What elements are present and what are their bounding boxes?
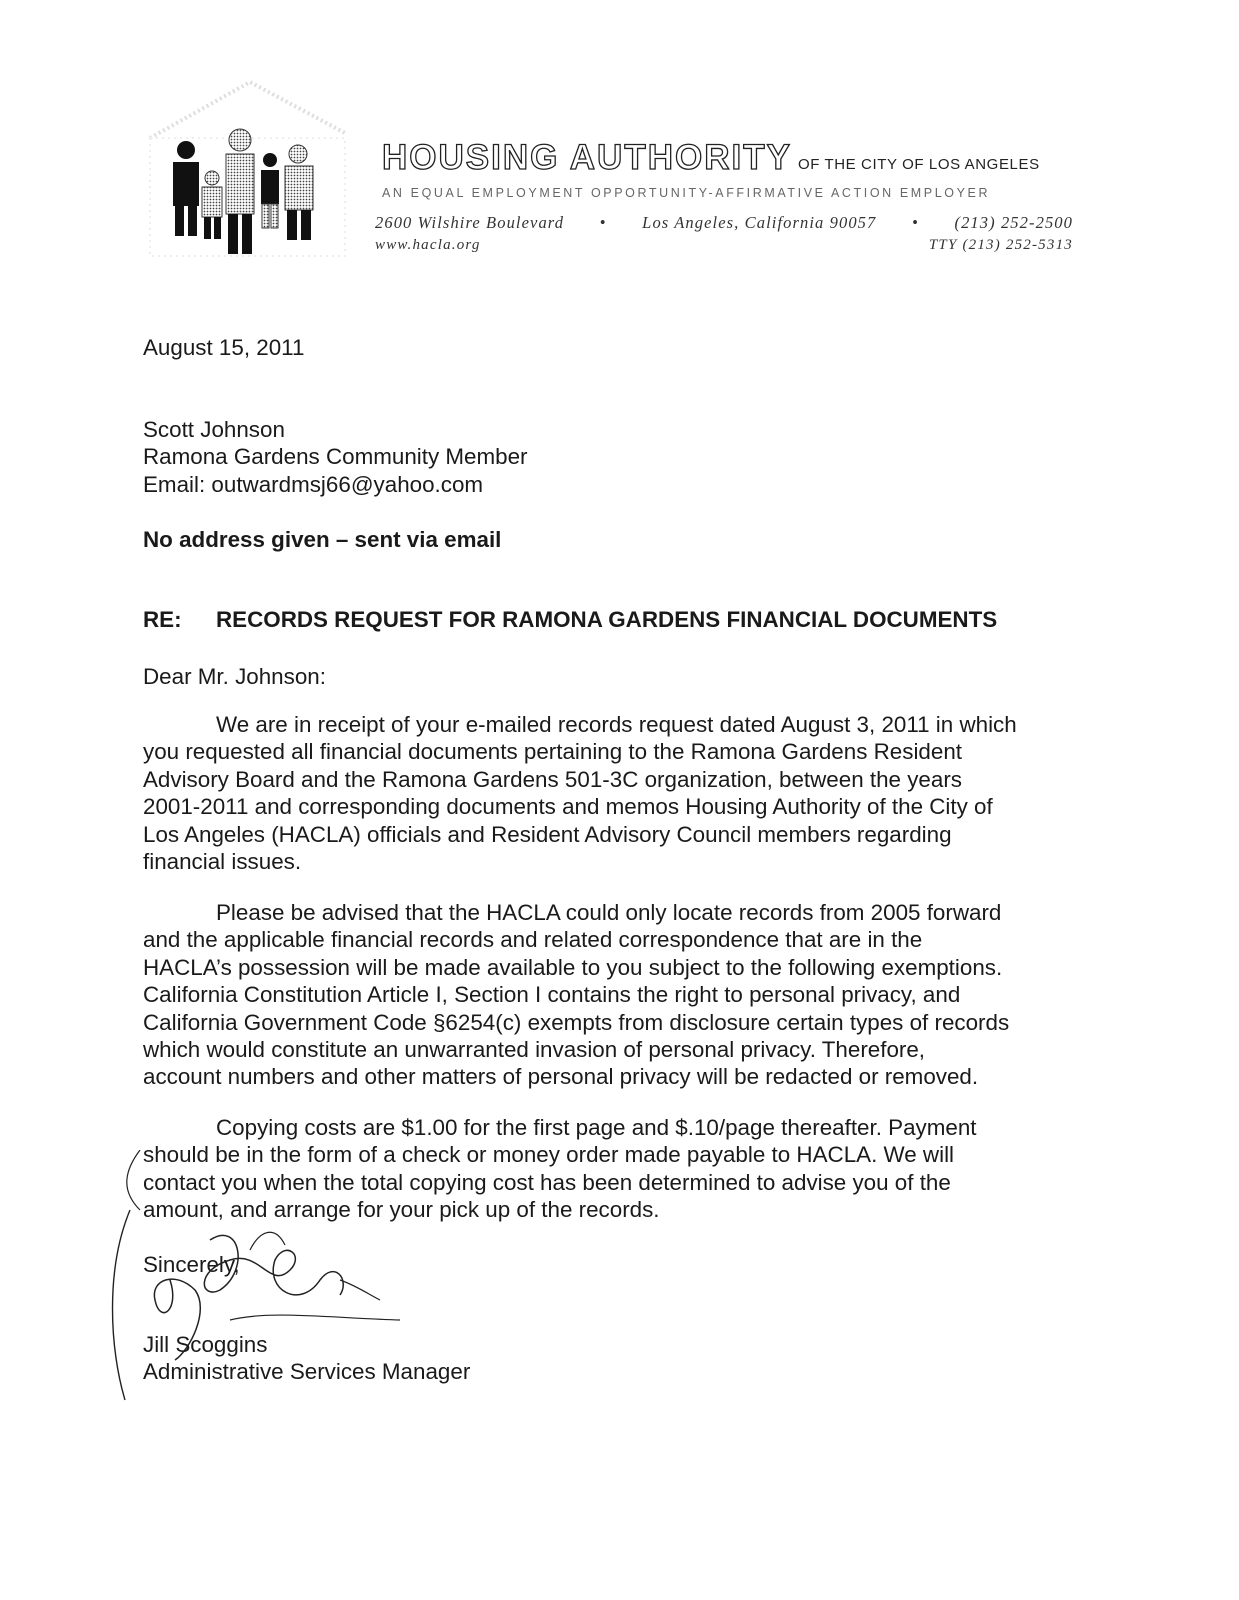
org-name: HOUSING AUTHORITY xyxy=(382,138,792,177)
paragraph-1 xyxy=(143,711,1083,875)
signer-name: Jill Scoggins xyxy=(143,1332,268,1357)
tty-number: TTY (213) 252-5313 xyxy=(928,237,1073,253)
paragraph-line: contact you when the total copying cost has been determined to advise you of the xyxy=(143,1169,951,1195)
bullet-separator: • xyxy=(911,213,919,232)
paragraph-line: 2001-2011 and corresponding documents and memos Housing Authority of the City of xyxy=(143,794,993,820)
salutation: Dear Mr. Johnson: xyxy=(143,664,326,689)
paragraph-line: and the applicable financial records and related correspondence that are in the xyxy=(143,927,923,953)
org-suffix: OF THE CITY OF LOS ANGELES xyxy=(797,156,1040,173)
bullet-separator: • xyxy=(599,213,607,232)
paragraph-line: you requested all financial documents pertaining to the Ramona Gardens Resident xyxy=(143,739,962,765)
phone-number: (213) 252-2500 xyxy=(954,213,1073,232)
closing: Sincerely, xyxy=(143,1252,240,1277)
paragraph-line: financial issues. xyxy=(143,849,302,875)
recipient-title: Ramona Gardens Community Member xyxy=(143,444,528,469)
letterhead-address-line xyxy=(375,213,1073,233)
recipient-email: Email: outwardmsj66@yahoo.com xyxy=(143,472,484,497)
letterhead-web-line xyxy=(375,237,1073,254)
letter-date: August 15, 2011 xyxy=(143,335,305,360)
paragraph-2 xyxy=(143,899,1083,1091)
subject-text: RECORDS REQUEST FOR RAMONA GARDENS FINANCIAL DOCUMENTS xyxy=(216,607,998,632)
paragraph-line: HACLA’s possession will be made available to you subject to the following exemptions. xyxy=(143,954,1003,980)
paragraph-line: California Government Code §6254(c) exempts from disclosure certain types of records xyxy=(143,1009,1010,1035)
family-logo-icon xyxy=(140,78,360,258)
employer-line: AN EQUAL EMPLOYMENT OPPORTUNITY-AFFIRMATIVE ACTION EMPLOYER xyxy=(382,186,991,200)
address-note: No address given – sent via email xyxy=(143,527,502,552)
paragraph-line: should be in the form of a check or money order made payable to HACLA. We will xyxy=(143,1142,955,1168)
signer-title: Administrative Services Manager xyxy=(143,1359,471,1384)
paragraph-line: Los Angeles (HACLA) officials and Resident Advisory Council members regarding xyxy=(143,821,952,847)
paragraph-line: amount, and arrange for your pick up of the records. xyxy=(143,1197,660,1223)
subject-label: RE: xyxy=(143,607,182,632)
paragraph-line: which would constitute an unwarranted invasion of personal privacy. Therefore, xyxy=(143,1037,926,1063)
paragraph-line: Please be advised that the HACLA could only locate records from 2005 forward xyxy=(216,900,1002,925)
street-address: 2600 Wilshire Boulevard xyxy=(375,213,565,232)
paragraph-line: California Constitution Article I, Section I contains the right to personal privacy, and xyxy=(143,982,961,1008)
paragraph-line: Copying costs are $1.00 for the first page and $.10/page thereafter. Payment xyxy=(216,1115,977,1140)
city-state-zip: Los Angeles, California 90057 xyxy=(642,213,877,232)
paragraph-line: We are in receipt of your e-mailed records request dated August 3, 2011 in which xyxy=(216,712,1017,737)
website: www.hacla.org xyxy=(375,237,481,253)
paragraph-line: Advisory Board and the Ramona Gardens 501-3C organization, between the years xyxy=(143,766,962,792)
recipient-name: Scott Johnson xyxy=(143,417,285,442)
letterhead-title xyxy=(382,138,1040,178)
paragraph-line: account numbers and other matters of personal privacy will be redacted or removed. xyxy=(143,1064,979,1090)
